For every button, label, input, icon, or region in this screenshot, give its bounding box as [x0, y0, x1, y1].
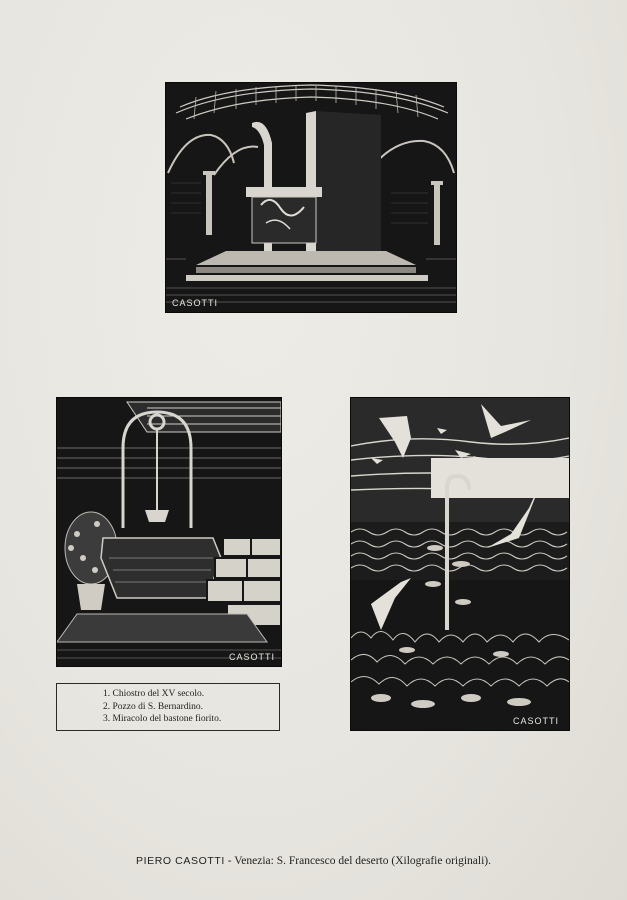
- plate-3-signature: CASOTTI: [513, 716, 560, 726]
- caption-item: 1. Chiostro del XV secolo.: [103, 689, 205, 699]
- woodcut-well: [56, 397, 282, 667]
- footer-separator: -: [224, 855, 235, 867]
- author-name: PIERO CASOTTI: [135, 855, 225, 867]
- well-illustration: [57, 398, 281, 666]
- plate-1-signature: CASOTTI: [172, 298, 219, 308]
- footer-credit: [0, 855, 627, 867]
- staff-illustration: [351, 398, 569, 730]
- cloister-illustration: [166, 83, 456, 312]
- caption-item: 2. Pozzo di S. Bernardino.: [103, 701, 204, 712]
- footer-description: Venezia: S. Francesco del deserto (Xilografie originali).: [234, 855, 492, 867]
- caption-list: [57, 688, 279, 726]
- caption-box: [56, 683, 280, 731]
- caption-item: 3. Miracolo del bastone fiorito.: [103, 714, 222, 724]
- woodcut-cloister: [165, 82, 457, 313]
- plate-2-signature: CASOTTI: [229, 652, 276, 662]
- woodcut-staff: [350, 397, 570, 731]
